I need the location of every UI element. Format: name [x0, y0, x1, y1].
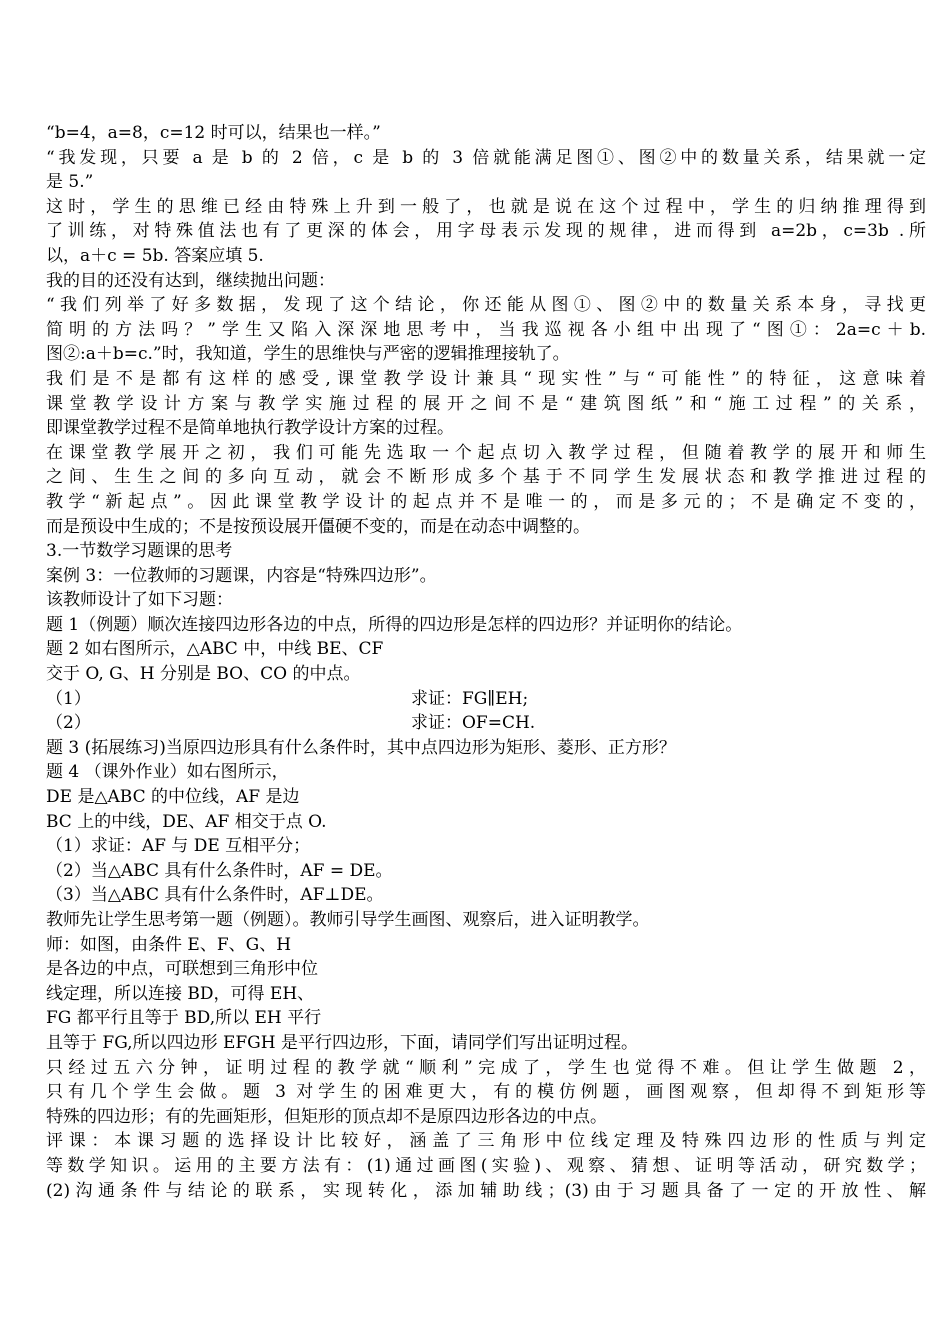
text-line: 是 5.” [46, 172, 94, 193]
proof-item-text: 求证：FG∥EH; [411, 688, 529, 709]
text-line: FG 都平行且等于 BD,所以 EH 平行 [46, 1008, 322, 1029]
text-line: 评课：本课习题的选择设计比较好，涵盖了三角形中位线定理及特殊四边形的性质与判定 [46, 1131, 926, 1152]
paragraph [46, 736, 926, 761]
paragraph [46, 195, 926, 269]
proof-item [46, 687, 926, 712]
paragraph [46, 367, 926, 441]
paragraph [46, 564, 926, 589]
text-line: 该教师设计了如下习题： [46, 590, 233, 611]
text-line: 题 3 (拓展练习)当原四边形具有什么条件时，其中点四边形为矩形、菱形、正方形？ [46, 737, 676, 758]
text-line: 案例 3：一位教师的习题课，内容是“特殊四边形”。 [46, 565, 437, 586]
text-line: 即课堂教学过程不是简单地执行教学设计方案的过程。 [46, 418, 454, 439]
text-line: 图②:a＋b=c.”时，我知道，学生的思维快与严密的逻辑推理接轨了。 [46, 344, 570, 365]
text-line: (2)沟通条件与结论的联系，实现转化，添加辅助线；(3)由于习题具备了一定的开放性、解 [46, 1180, 926, 1201]
text-line: 等数学知识。运用的主要方法有：(1)通过画图(实验)、观察、猜想、证明等活动，研究数学； [46, 1155, 926, 1176]
proof-item-number: （2） [46, 713, 91, 734]
paragraph [46, 269, 926, 294]
paragraph [46, 146, 926, 195]
text-line: 了训练，对特殊值法也有了更深的体会，用字母表示发现的规律，进而得到 a=2b，c=3b .所 [46, 221, 926, 242]
paragraph [46, 613, 926, 638]
text-line: （3）当△ABC 具有什么条件时，AF⊥DE。 [46, 885, 384, 906]
text-line: 这时，学生的思维已经由特殊上升到一般了，也就是说在这个过程中，学生的归纳推理得到 [46, 196, 926, 217]
text-line: 课堂教学设计方案与教学实施过程的展开之间不是“建筑图纸”和“施工过程”的关系， [46, 393, 926, 414]
document-page [46, 121, 926, 1203]
text-line: 交于 O, G、H 分别是 BO、CO 的中点。 [46, 664, 361, 685]
paragraph [46, 588, 926, 613]
text-line: 且等于 FG,所以四边形 EFGH 是平行四边形，下面，请同学们写出证明过程。 [46, 1032, 638, 1053]
text-line: 只经过五六分钟，证明过程的教学就“顺利”完成了，学生也觉得不难。但让学生做题 2， [46, 1057, 926, 1078]
text-line: （1）求证：AF 与 DE 互相平分； [46, 836, 311, 857]
paragraph [46, 539, 926, 564]
text-line: “我们列举了好多数据，发现了这个结论，你还能从图①、图②中的数量关系本身，寻找更 [46, 295, 926, 316]
text-block-upper [46, 121, 926, 687]
paragraph [46, 908, 926, 933]
text-line: 题 4 （课外作业）如右图所示， [46, 762, 289, 783]
paragraph [46, 441, 926, 539]
text-line: 特殊的四边形；有的先画矩形，但矩形的顶点却不是原四边形各边的中点。 [46, 1106, 607, 1127]
paragraph [46, 760, 926, 908]
paragraph [46, 1129, 926, 1203]
text-line: DE 是△ABC 的中位线，AF 是边 [46, 787, 300, 808]
text-line: 题 2 如右图所示，△ABC 中，中线 BE、CF [46, 639, 384, 660]
proof-item-number: （1） [46, 688, 91, 709]
paragraph [46, 933, 926, 1056]
text-line: “b=4，a=8，c=12 时可以，结果也一样。” [46, 123, 381, 143]
text-line: 只有几个学生会做。题 3 对学生的困难更大，有的模仿例题，画图观察，但却得不到矩形等 [46, 1082, 926, 1103]
text-line: 我们是不是都有这样的感受,课堂教学设计兼具“现实性”与“可能性”的特征，这意味着 [46, 368, 926, 389]
text-line: 以，a＋c = 5b. 答案应填 5. [46, 245, 264, 266]
proof-item-text: 求证：OF=CH. [411, 713, 536, 734]
paragraph [46, 121, 926, 146]
text-line: （2）当△ABC 具有什么条件时，AF = DE。 [46, 860, 393, 881]
text-line: 3.一节数学习题课的思考 [46, 541, 233, 562]
text-line: 是各边的中点，可联想到三角形中位 [46, 959, 318, 980]
text-line: BC 上的中线，DE、AF 相交于点 O. [46, 811, 327, 832]
paragraph [46, 1056, 926, 1130]
text-line: 我的目的还没有达到，继续抛出问题： [46, 270, 335, 291]
text-line: 而是预设中生成的；不是按预设展开僵硬不变的，而是在动态中调整的。 [46, 516, 590, 537]
paragraph [46, 293, 926, 367]
text-line: 简明的方法吗？”学生又陷入深深地思考中，当我巡视各小组中出现了“图①：2a=c＋b. [46, 319, 926, 340]
text-line: 线定理，所以连接 BD，可得 EH、 [46, 983, 315, 1004]
text-block-lower [46, 736, 926, 1203]
text-line: 在课堂教学展开之初，我们可能先选取一个起点切入教学过程，但随着教学的展开和师生 [46, 442, 926, 463]
text-line: “我发现，只要 a 是 b 的 2 倍，c 是 b 的 3 倍就能满足图①、图②中的数量关系，结果就一定 [46, 147, 926, 168]
text-line: 教师先让学生思考第一题（例题）。教师引导学生画图、观察后，进入证明教学。 [46, 910, 650, 930]
text-line: 题 1（例题）顺次连接四边形各边的中点，所得的四边形是怎样的四边形？并证明你的结论。 [46, 614, 743, 635]
text-line: 教学“新起点”。因此课堂教学设计的起点并不是唯一的，而是多元的；不是确定不变的， [46, 491, 926, 512]
problem-2-proof-items [46, 687, 926, 736]
paragraph [46, 637, 926, 686]
proof-item [46, 711, 926, 736]
text-line: 师：如图，由条件 E、F、G、H [46, 934, 292, 955]
text-line: 之间、生生之间的多向互动，就会不断形成多个基于不同学生发展状态和教学推进过程的 [46, 467, 926, 488]
